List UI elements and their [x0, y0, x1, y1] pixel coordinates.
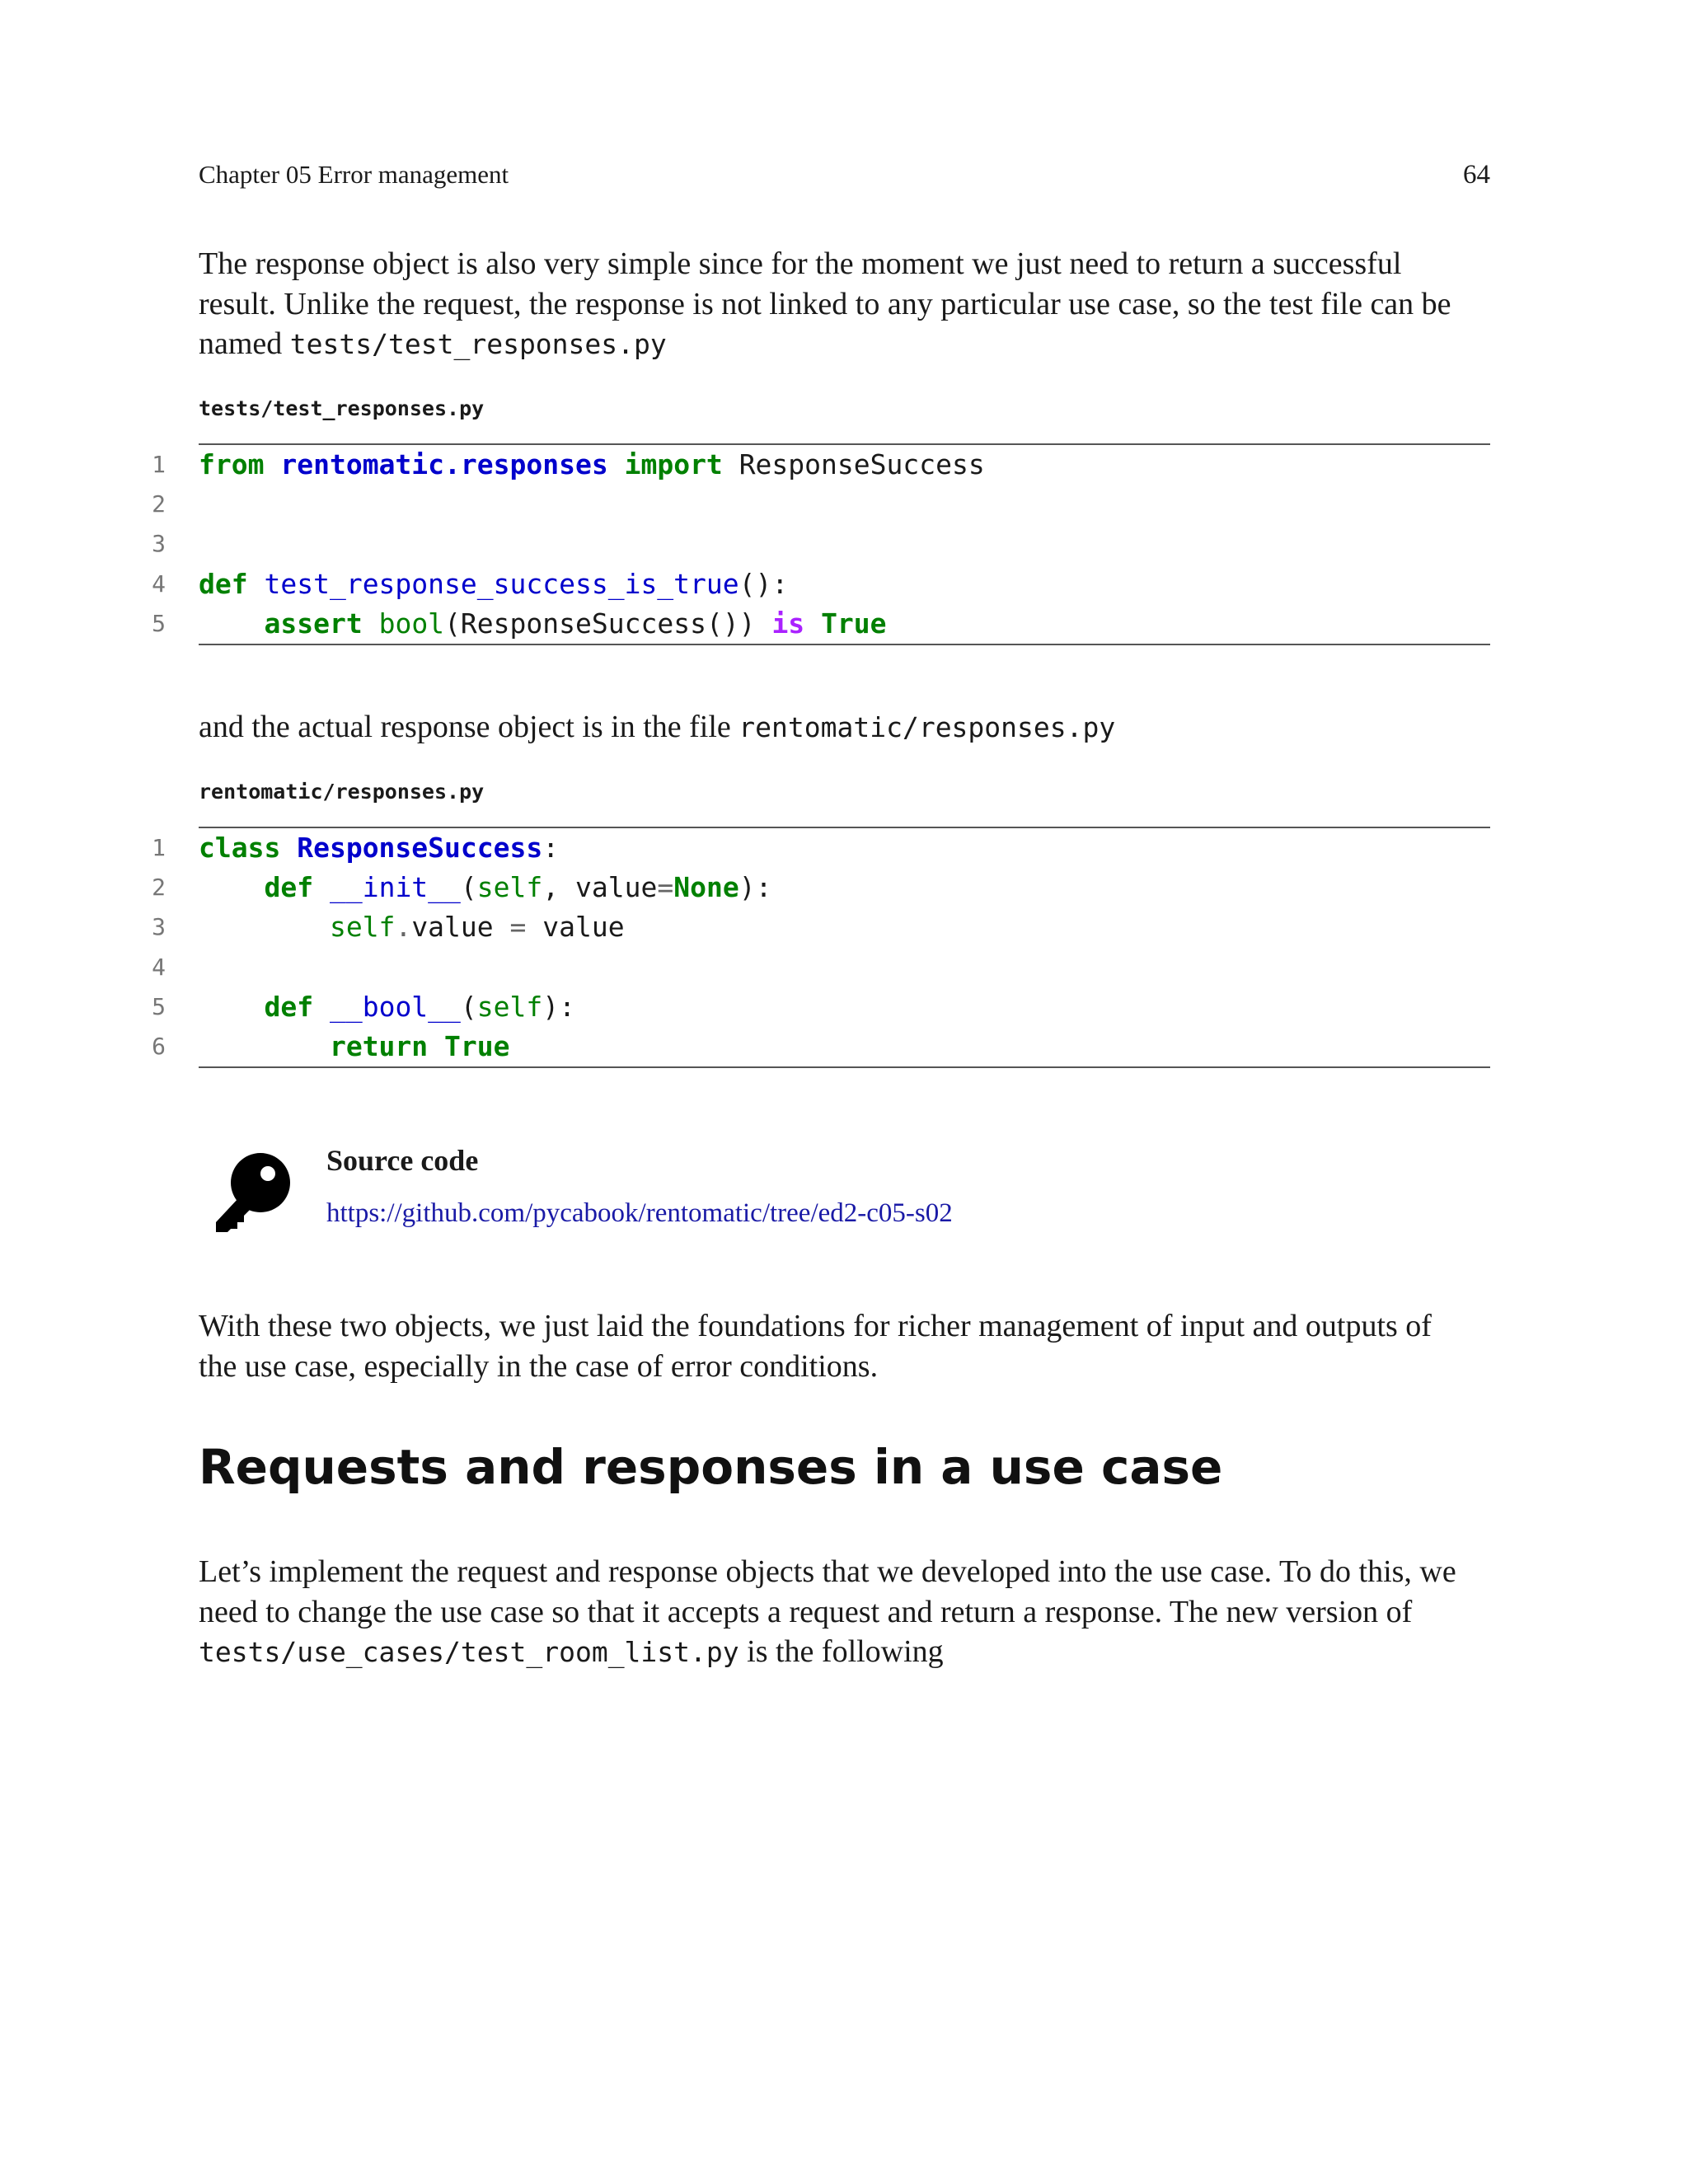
line-number: 1	[152, 834, 166, 861]
line-number: 2	[152, 490, 166, 518]
line-number: 6	[152, 1032, 166, 1060]
intro-line-2: result. Unlike the request, the response is not linked to any particular use case, so the test file can be	[199, 286, 1451, 321]
line-number: 5	[152, 992, 166, 1020]
code-line: 3 self.value = value	[199, 907, 1490, 947]
code-line	[152, 485, 1490, 524]
code-line	[152, 524, 1490, 564]
section-line-2: need to change the use case so that it accepts a request and return a response. The new version of	[199, 1594, 1413, 1629]
page-number: 64	[1463, 160, 1490, 190]
code-line: 1 from rentomatic.responses import ResponseSuccess	[199, 445, 1490, 485]
section-line-1: Let’s implement the request and response objects that we developed into the use case. To do this, we	[199, 1554, 1456, 1589]
source-code-link[interactable]: https://github.com/pycabook/rentomatic/tree/ed2-c05-s02	[326, 1198, 953, 1228]
line-number: 2	[152, 874, 166, 902]
after-tip-line-2: the use case, especially in the case of error conditions.	[199, 1348, 879, 1384]
code-line	[152, 948, 1490, 987]
code-block-tests	[152, 443, 1490, 645]
after-tip-line-1: With these two objects, we just laid the foundations for richer management of input and outputs of	[199, 1309, 1432, 1343]
section-line-3-text: is the following	[738, 1634, 944, 1669]
intro-line-3	[199, 324, 1490, 365]
section-paragraph	[199, 1552, 1490, 1673]
intro-line-1: The response object is also very simple since for the moment we just need to return a successful	[199, 246, 1402, 281]
intro-paragraph	[199, 244, 1490, 365]
chapter-title: Chapter 05 Error management	[199, 160, 509, 189]
inline-code: tests/use_cases/test_room_list.py	[199, 1636, 739, 1668]
code-line: 4 def test_response_success_is_true():	[199, 565, 1490, 604]
code-line: 5 def __bool__(self):	[199, 987, 1490, 1027]
code-block-responses	[152, 827, 1490, 1068]
between-text: and the actual response object is in the file	[199, 710, 739, 744]
line-number: 5	[152, 609, 166, 637]
after-tip-paragraph	[199, 1306, 1490, 1386]
code-caption: tests/test_responses.py	[199, 396, 485, 420]
line-number: 1	[152, 451, 166, 478]
line-number: 3	[152, 530, 166, 558]
line-number: 4	[152, 569, 166, 598]
source-code-tip	[199, 1141, 1023, 1257]
tip-title: Source code	[326, 1144, 479, 1177]
code-line: 5 assert bool(ResponseSuccess()) is True	[199, 604, 1490, 644]
section-heading: Requests and responses in a use case	[199, 1439, 1223, 1495]
between-paragraph	[199, 707, 1490, 748]
inline-code: tests/test_responses.py	[289, 328, 667, 360]
code-line: 1 class ResponseSuccess:	[199, 828, 1490, 868]
code-line: 6 return True	[199, 1027, 1490, 1066]
intro-line-3-text: named	[199, 326, 290, 361]
line-number: 3	[152, 913, 166, 941]
code-caption: rentomatic/responses.py	[199, 780, 485, 804]
line-number: 4	[152, 953, 166, 981]
key-icon	[211, 1146, 302, 1237]
inline-code: rentomatic/responses.py	[738, 711, 1116, 743]
page-header	[199, 158, 1490, 191]
code-line: 2 def __init__(self, value=None):	[199, 868, 1490, 907]
section-line-3	[199, 1632, 1490, 1673]
